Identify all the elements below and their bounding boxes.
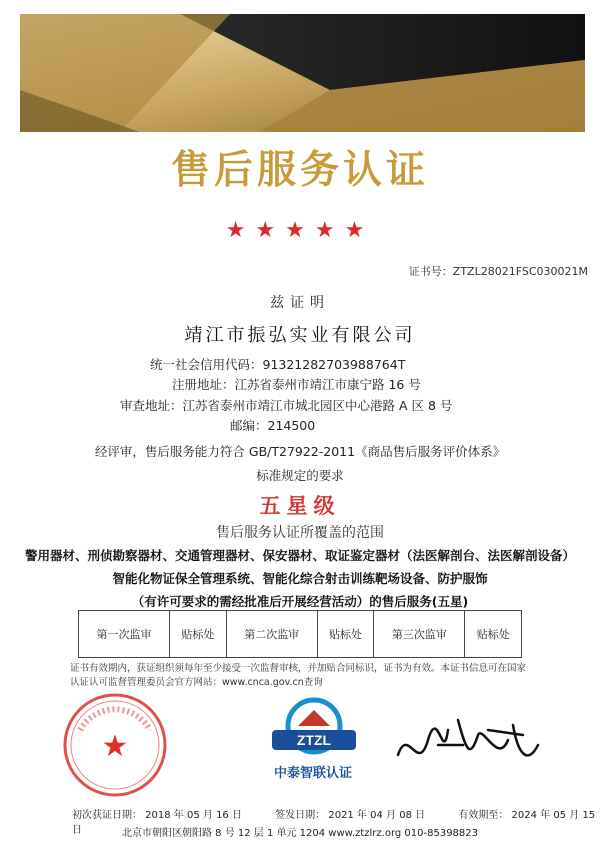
audit-cell-1: 第一次监审 <box>79 611 170 658</box>
scope-line: 警用器材、刑侦勘察器材、交通管理器材、保安器材、取证鉴定器材（法医解剖台、法医解剖设备） <box>24 548 575 563</box>
seal-star-icon: ★ <box>101 729 129 764</box>
rating-stars: ★★★★★ <box>225 218 375 243</box>
ztzl-logo <box>268 696 360 762</box>
audit-cell-2: 第二次监审 <box>226 611 317 658</box>
hereby-text: 兹证明 <box>270 295 330 311</box>
label-area-3: 贴标处 <box>465 611 522 658</box>
service-grade: 五星级 <box>259 494 341 518</box>
certificate-number: 证书号：ZTZL28021FSC030021M <box>408 265 588 278</box>
scope-line: 智能化物证保全管理系统、智能化综合射击训练靶场设备、防护服饰 <box>112 571 488 586</box>
postcode: 邮编：214500 <box>230 418 316 433</box>
expiry-date: 有效期至： 2024 年 05 月 15 日 <box>72 810 596 836</box>
credit-code: 统一社会信用代码：91321282703988764T <box>150 357 406 372</box>
logo-brand-text: 中泰智联认证 <box>273 766 352 781</box>
company-name: 靖江市振弘实业有限公司 <box>184 325 416 346</box>
signature <box>388 705 548 785</box>
contact-info: 北京市朝阳区朝阳路 8 号 12 层 1 单元 1204 www.ztzlrz.org 010-85398823 <box>121 828 479 839</box>
label-area-1: 贴标处 <box>170 611 227 658</box>
registered-address: 注册地址：江苏省泰州市靖江市康宁路 16 号 <box>172 377 421 392</box>
audit-cell-3: 第三次监审 <box>374 611 465 658</box>
first-issue-date: 初次获证日期： 2018 年 05 月 16 日 <box>72 810 242 821</box>
scope-title: 售后服务认证所覆盖的范围 <box>216 525 384 541</box>
audit-table <box>78 610 522 658</box>
requirement-line-1: 经评审，售后服务能力符合 GB/T27922-2011《商品售后服务评价体系》 <box>94 444 506 459</box>
certificate-title: 售后服务认证 <box>170 148 429 193</box>
notice-line-1: 证书有效期内，获证组织须每年至少接受一次监督审核，并加贴合同标识，证书为有效。本证书信息可在国家 <box>70 663 527 674</box>
audit-address: 审查地址：江苏省泰州市靖江市城北园区中心港路 A 区 8 号 <box>120 398 453 413</box>
scope-line: （有许可要求的需经批准后开展经营活动）的售后服务(五星) <box>131 594 469 609</box>
header-banner <box>0 0 600 140</box>
official-seal <box>60 690 170 800</box>
validity-notice <box>70 662 530 690</box>
requirement-line-2: 标准规定的要求 <box>256 468 344 483</box>
label-area-2: 贴标处 <box>317 611 374 658</box>
issue-date: 签发日期： 2021 年 04 月 08 日 <box>275 810 426 821</box>
notice-line-2: 认证认可监督管理委员会官方网站：www.cnca.gov.cn查询 <box>70 677 323 688</box>
logo-letters: ZTZL <box>296 732 332 748</box>
